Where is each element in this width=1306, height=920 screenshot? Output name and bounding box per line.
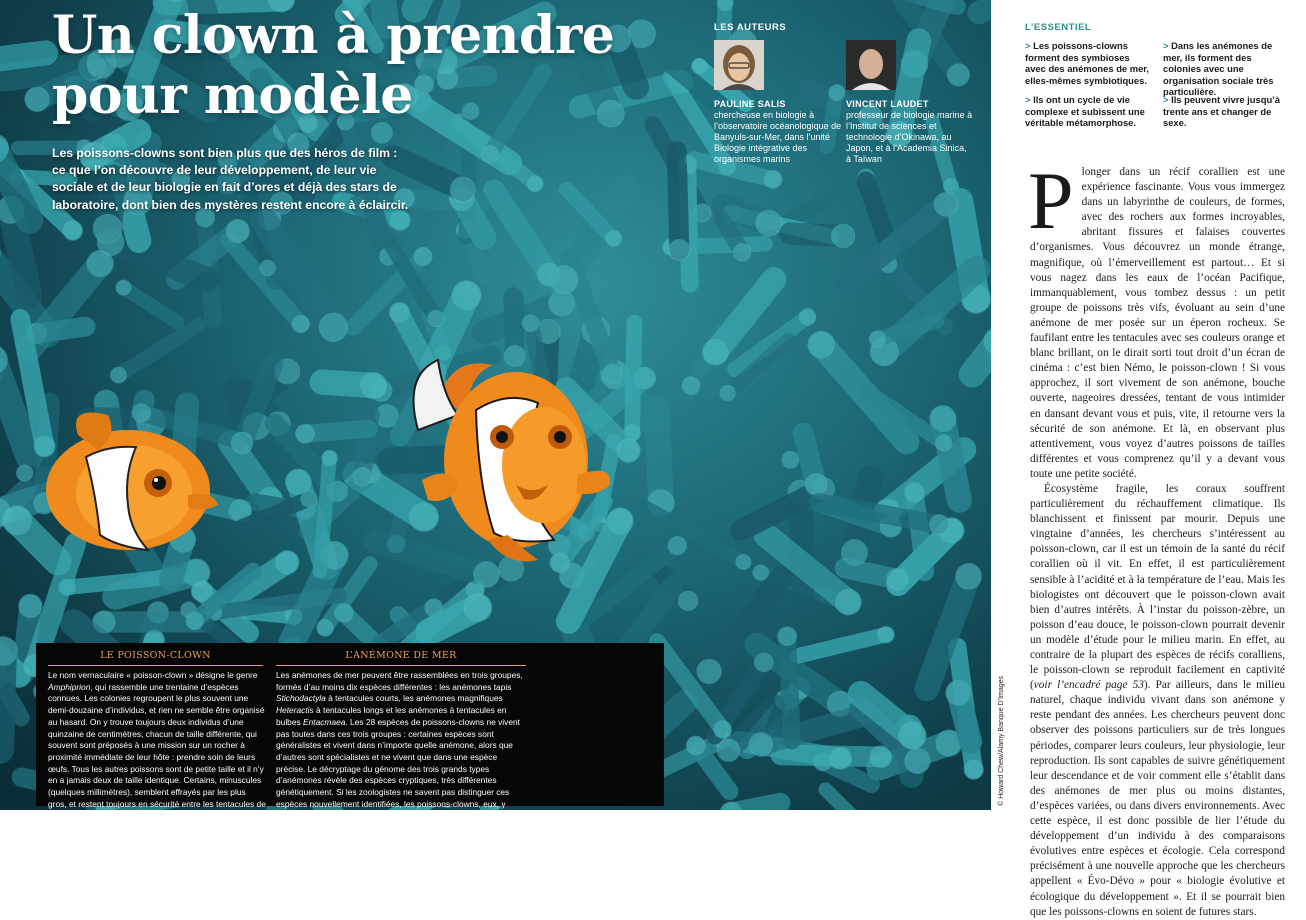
tentacle-shape (787, 636, 792, 740)
tentacle-tip (63, 220, 83, 240)
article-paragraph-1-text: longer dans un récif corallien est une expérience fascinante. Vous vous immergez dans un labyrinthe de couleurs, de formes, avec des rochers aux formes incroyables, abritant fissures et falaises couvertes d’organismes. Vous découvrez un monde étrange, magnifique, où l’émerveillement est partout… Et si vous nagez dans les eaux de l’océan Pacifique, immanquablement, vous tombez dessus : un petit groupe de poissons très vifs, évoluant au sein d’une anémone de mer posée sur un éperon rocheux. Se faufilant entre les tentacules avec ses couleurs orange et blanc brillant, on le dirait sorti tout droit d’un écran de cinéma : c’est bien Némo, le poisson-clown ! Si vous approchez, il sort vivement de son anémone, bouche ouverte, nageoires dressées, tentant de vous intimider en dansant devant vous et puis, vite, il retourne vers la sécurité de son anémone. Et là, en observant plus attentivement, vous voyez d’autres poissons de tailles différentes et vous comprenez qu’il y a devant vous toute une petite société. (1030, 166, 1285, 480)
info-box-rule-2 (276, 665, 526, 666)
standfirst: Les poissons-clowns sont bien plus que des héros de film : ce que l’on découvre de leur développement, de leur vie sociale et de leur biologie en fait d’ores et déjà des stars de laboratoire, dont bien des mystères restent encore à éclaircir. (52, 145, 412, 214)
tentacle-tip (463, 593, 492, 622)
tentacle-tip (777, 626, 797, 646)
tentacle-tip (16, 464, 33, 481)
tentacle-tip (805, 473, 828, 496)
portrait-man-icon (846, 40, 896, 90)
headline-line-2: pour modèle (52, 66, 614, 126)
tentacle-tip (749, 732, 773, 756)
tentacle-tip (18, 594, 42, 618)
tentacle-tip (549, 265, 578, 294)
tentacle-tip (93, 214, 123, 244)
essentiel-item-4-text: Ils peuvent vivre jusqu’à trente ans et changer de sexe. (1163, 94, 1280, 128)
author-card-1 (714, 40, 842, 165)
tentacle-tip (945, 680, 970, 705)
tentacle-shape (111, 242, 207, 279)
tentacle-tip (713, 720, 732, 739)
tentacle-tip (413, 247, 432, 266)
arrow-icon: > (1163, 40, 1168, 51)
tentacle-tip (319, 313, 348, 342)
tentacle-shape (798, 635, 886, 656)
tentacle-tip (735, 554, 751, 570)
essentiel-title: L’ESSENTIEL (1025, 22, 1295, 33)
essentiel-item-3-text: Dans les anémones de mer, ils forment des colonies avec une organisation sociale très particulière. (1163, 40, 1273, 97)
tentacle-shape (877, 321, 936, 339)
author-card-2 (846, 40, 974, 165)
essentiel-item-2 (1025, 94, 1153, 129)
clownfish-center-image (398, 335, 613, 570)
tentacle-shape (826, 789, 866, 810)
tentacle-tip (185, 612, 203, 630)
tentacle-tip (717, 739, 740, 762)
article-body (1030, 165, 1285, 920)
essentiel-item-4 (1163, 94, 1291, 129)
tentacle-tip (110, 367, 127, 384)
info-box-text-2d: . Les 28 espèces de poissons-clowns ne vivent pas toutes dans ces trois groupes : certaines espèces sont généralistes et vivent dans n’importe quelle anémone, alors que d’autres sont spécialistes et ne vivent que dans une espèce précise. Le décryptage du génome des trois grands types d’anémones révèle des espèces cryptiques, très différentes génétiquement. Si les zoologistes ne savent pas distinguer ces espèces nouvellement identifiées, les poissons-clowns, eux, y parviennent très bien. (276, 717, 520, 821)
info-box-text-2c: à tentacules longs et les anémones à tentacules en bulbes (276, 705, 506, 727)
tentacle-tip (955, 563, 982, 590)
tentacle-tip (668, 239, 690, 261)
authors-title: LES AUTEURS (714, 22, 786, 33)
tentacle-tip (877, 626, 894, 643)
tentacle-tip (24, 87, 49, 112)
tentacle-tip (231, 432, 254, 455)
tentacle-tip (964, 759, 984, 779)
headline (52, 6, 614, 126)
info-box-text-2 (276, 670, 526, 822)
tentacle-tip (115, 280, 131, 296)
portrait-woman-icon (714, 40, 764, 90)
tentacle-tip (904, 748, 930, 774)
info-box (36, 643, 664, 806)
tentacle-tip (548, 290, 574, 316)
tentacle-tip (682, 376, 701, 395)
info-box-text-2a: Les anémones de mer peuvent être rassemblées en trois groupes, formés d’au moins dix espèces différentes : les anémones tapis (276, 670, 523, 692)
tentacle-tip (829, 747, 852, 770)
tentacle-tip (450, 177, 476, 203)
headline-line-1: Un clown à prendre (52, 6, 614, 66)
tentacle-tip (527, 175, 544, 192)
tentacle-shape (632, 323, 634, 433)
tentacle-tip (678, 591, 699, 612)
tentacle-tip (807, 331, 835, 359)
tentacle-shape (979, 0, 991, 13)
tentacle-tip (481, 145, 499, 163)
info-box-text-2-genus-2: Heteractis (276, 705, 314, 715)
tentacle-shape (0, 119, 1, 147)
tentacle-tip (929, 514, 950, 535)
author-name-1: PAULINE SALIS (714, 99, 842, 110)
tentacle-shape (657, 408, 661, 504)
tentacle-tip (753, 564, 769, 580)
tentacle-tip (831, 224, 855, 248)
tentacle-tip (2, 505, 32, 535)
tentacle-shape (123, 288, 177, 323)
info-box-text-2-genus-3: Entacmaea (303, 717, 345, 727)
tentacle-tip (898, 721, 926, 749)
photo-credit: © Howard Chew/Alamy Banque D’Images (998, 676, 1005, 806)
essentiel-item-3 (1163, 40, 1291, 98)
tentacle-tip (452, 280, 482, 310)
tentacle-shape (494, 190, 549, 274)
tentacle-tip (755, 210, 782, 237)
info-box-text-2-genus-1: Stichodactyla (276, 693, 326, 703)
tentacle-tip (781, 451, 799, 469)
info-box-rule-1 (48, 665, 263, 666)
arrow-icon: > (1025, 94, 1030, 105)
tentacle-tip (522, 314, 540, 332)
tentacle-tip (605, 230, 622, 247)
tentacle-tip (275, 550, 299, 574)
tentacle-tip (226, 219, 250, 243)
tentacle-shape (779, 177, 866, 226)
tentacle-shape (320, 458, 330, 572)
info-box-text-1b: , qui rassemble une trentaine d’espèces connues. Les colonies regroupent le plus souvent une demi-douzaine d’individus, et rien ne semble être organisé au hasard. On y trouve toujours deux individus d’une quinzaine de centimètres, chacun de taille différente, qui souvent sont préposés à une mission sur un rocher à proximité immédiate de leur hôte : prendre soin de leurs œufs. Tous les autres poissons sont de petite taille et il n’y en a jamais deux de taille identique. Certains, minuscules (quelques millimètres), semblent effrayés par les plus gros, et restent toujours en sécurité entre les tentacules de l’anémone. (48, 682, 266, 821)
author-desc-2: professeur de biologie marine à l’Institut de sciences et technologie d’Okinawa, au Japon, et à l’Academia Sinica, à Taïwan (846, 110, 974, 165)
tentacle-tip (733, 243, 751, 261)
tentacle-shape (118, 325, 198, 375)
tentacle-tip (754, 653, 774, 673)
article-paragraph-1 (1030, 165, 1285, 482)
tentacle-shape (914, 492, 924, 572)
tentacle-tip (360, 372, 387, 399)
essentiel-box (1025, 22, 1295, 33)
article-paragraph-2b: ). Par ailleurs, dans le milieu naturel, chaque individu vivant dans son anémone y reste pendant des années. Les chercheurs peuvent donc observer des poissons particuliers sur de très longues périodes, comparer leurs couleurs, leur physiologie, leur reproduction. Ils sont capables de suivre génétiquement leur descendance et de voir comment elle s’établit dans des anémones de mer plus ou moins distantes, d’espèces variées, ou dans divers environnements. Avec cette espèce, il est donc possible de lier l’étude du développement d’un individu à des comparaisons évolutives entre espèces et écologie. Cela correspond précisément à une nouvelle approche que les chercheurs appellent « Évo-Dévo » pour « biologie évolutive et écologique du développement ». Et il se pourrait bien que les poissons-clowns en soient de futures stars. (1030, 679, 1285, 917)
tentacle-tip (799, 308, 816, 325)
tentacle-tip (316, 619, 334, 637)
tentacle-tip (300, 490, 317, 507)
tentacle-tip (764, 170, 783, 189)
tentacle-tip (934, 192, 959, 217)
tentacle-shape (677, 151, 680, 250)
clownfish-left-image (38, 395, 228, 565)
tentacle-tip (616, 438, 640, 462)
tentacle-tip (353, 467, 373, 487)
info-box-text-1a: Le nom vernaculaire « poisson-clown » désigne le genre (48, 670, 258, 680)
article-box-reference: voir l’encadré page 53 (1034, 679, 1144, 691)
info-box-text-1 (48, 670, 266, 822)
author-name-2: VINCENT LAUDET (846, 99, 974, 110)
arrow-icon: > (1163, 94, 1168, 105)
tentacle-tip (886, 568, 909, 591)
tentacle-tip (259, 260, 275, 276)
tentacle-tip (869, 330, 886, 347)
tentacle-tip (686, 736, 706, 756)
article-paragraph-2a: Écosystème fragile, les coraux souffrent particulièrement du réchauffement climatique. Ils blanchissent et finissent par mourir. Depuis une vingtaine d’années, les chercheurs s’intéressent au poisson-clown, car il est un témoin de la santé du récif corallien où il vit. En effet, il est particulièrement sensible à l’acidité et à la température de l’eau. Mais les biologistes ont découvert que le poisson-clown avait bien d’autres intérêts. À l’instar du poisson-zèbre, un poisson d’eau douce, le poisson-clown pourrait devenir un modèle d’étude pour le milieu marin. En effet, au contraire de la plupart des espèces de récifs coralliens, le poisson-clown se reproduit facilement en captivité ( (1030, 483, 1285, 691)
tentacle-tip (697, 659, 722, 684)
essentiel-item-1-text: Les poissons-clowns forment des symbioses avec des anémones de mer, elles-mêmes symbiotiques. (1025, 40, 1149, 86)
essentiel-item-1 (1025, 40, 1153, 86)
tentacle-tip (668, 536, 687, 555)
info-box-text-2b: à tentacules courts, les anémones magnifiques (326, 693, 503, 703)
tentacle-tip (292, 315, 310, 333)
info-box-title-1: LE POISSON-CLOWN (48, 650, 263, 661)
tentacle-tip (321, 450, 337, 466)
tentacle-tip (904, 482, 924, 502)
tentacle-tip (835, 589, 862, 616)
info-box-title-2: L’ANÉMONE DE MER (276, 650, 526, 661)
arrow-icon: > (1025, 40, 1030, 51)
tentacle-shape (0, 53, 45, 69)
tentacle-tip (691, 58, 708, 75)
tentacle-tip (295, 424, 315, 444)
author-desc-1: chercheuse en biologie à l’observatoire océanologique de Banyuls-sur-Mer, dans l’unité Biologie intégrative des organismes marins (714, 110, 842, 165)
tentacle-tip (389, 302, 410, 323)
tentacle-tip (702, 339, 729, 366)
info-box-text-1-genus: Amphiprion (48, 682, 90, 692)
tentacle-tip (427, 310, 444, 327)
drop-cap: P (1028, 169, 1074, 233)
tentacle-tip (935, 434, 952, 451)
tentacle-tip (719, 385, 735, 401)
tentacle-tip (87, 250, 114, 277)
article-paragraph-2 (1030, 482, 1285, 920)
essentiel-item-2-text: Ils ont un cycle de vie complexe et subissent une véritable métamorphose. (1025, 94, 1145, 128)
